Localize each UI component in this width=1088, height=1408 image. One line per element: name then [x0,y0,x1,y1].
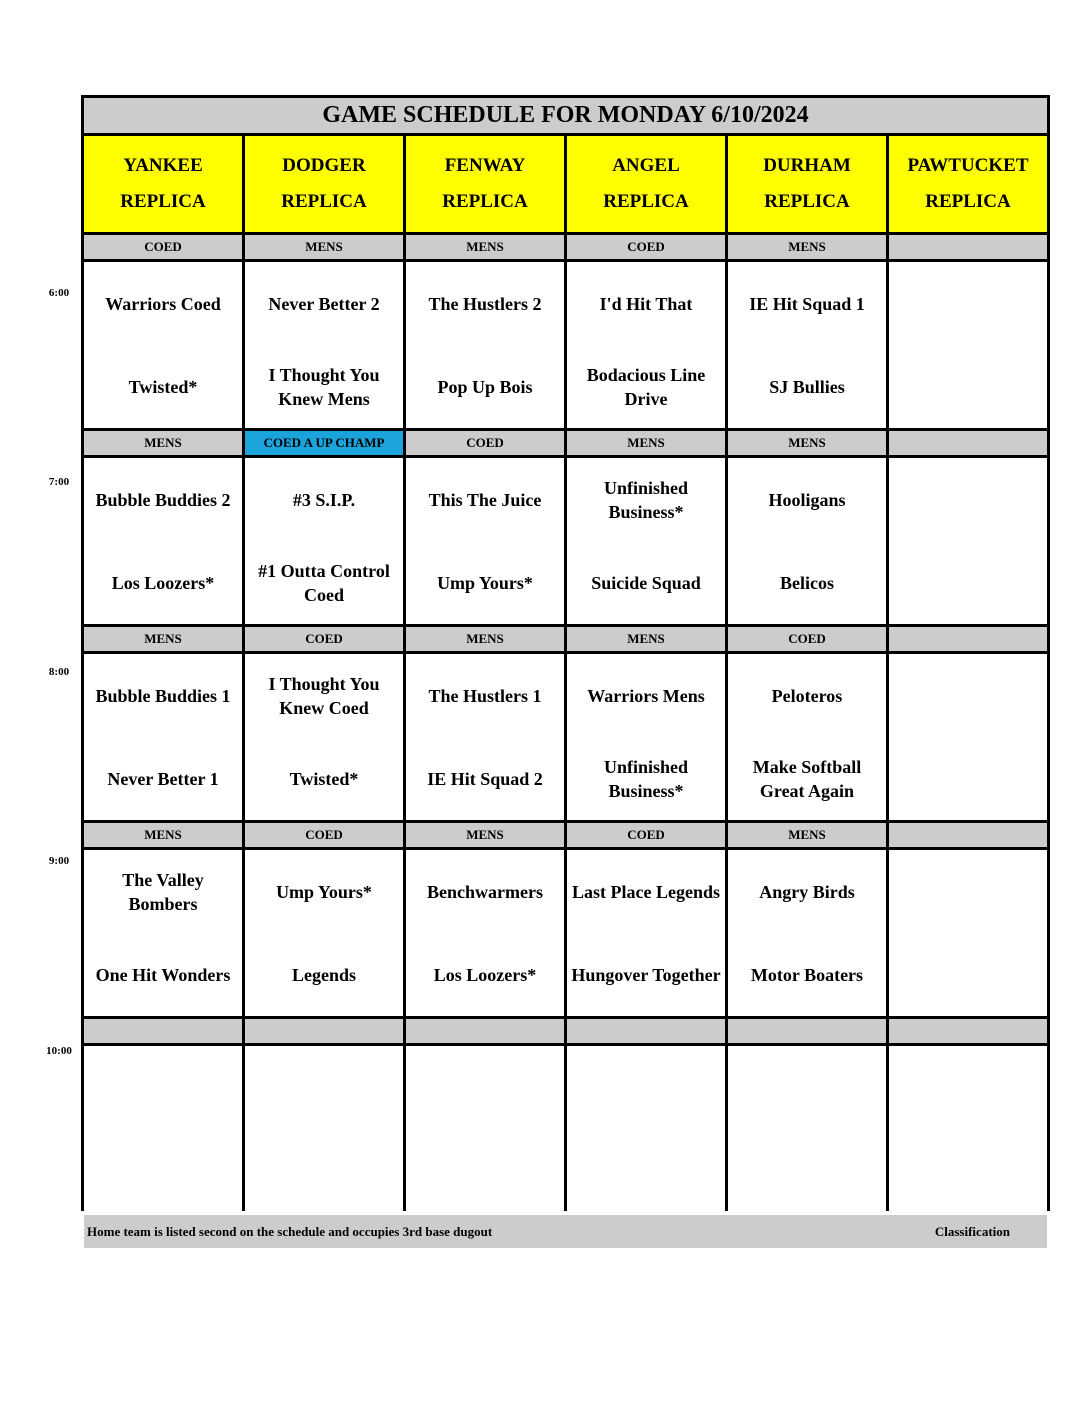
field-name: ANGEL [612,155,680,176]
classification-band: MENS [406,627,564,651]
home-team: #1 Outta Control Coed [258,560,390,605]
classification-band: MENS [84,431,242,455]
game-cell [245,1046,403,1212]
away-team: I Thought You Knew Coed [268,673,380,718]
game-cell [245,850,403,1016]
away-team: Benchwarmers [427,881,543,902]
classification-band: COED [728,627,886,651]
home-team: One Hit Wonders [95,964,231,985]
home-team-note: Home team is listed second on the schedule and occupies 3rd base dugout [87,1224,493,1239]
home-team: Hungover Together [571,964,721,985]
game-cell [84,262,242,428]
away-team: The Valley Bombers [122,869,204,914]
classification-band: MENS [728,235,886,259]
away-team: Never Better 2 [268,293,380,314]
home-team: Los Loozers* [111,572,215,593]
classification-band: MENS [728,431,886,455]
field-sub: REPLICA [281,191,367,212]
game-cell [567,262,725,428]
classification-band [889,627,1047,651]
classification-band [728,1019,886,1043]
classification-band: COED [406,431,564,455]
classification-band [889,1019,1047,1043]
classification-band: COED [567,823,725,847]
game-cell [728,1046,886,1212]
field-sub: REPLICA [764,191,850,212]
game-cell [889,262,1047,428]
away-team: Warriors Mens [587,685,705,706]
home-team: Legends [291,964,356,985]
game-cell [245,458,403,624]
classification-band [406,1019,564,1043]
field-name: DURHAM [763,155,851,176]
classification-band: MENS [406,235,564,259]
field-header-yankee [84,136,242,232]
footer-band [84,1215,1047,1248]
field-name: PAWTUCKET [907,155,1029,176]
home-team: I Thought You Knew Mens [268,364,380,409]
classification-band: MENS [567,431,725,455]
home-team: SJ Bullies [769,376,845,397]
field-name: FENWAY [444,155,526,176]
away-team: The Hustlers 2 [428,293,542,314]
classification-band: COED [245,823,403,847]
field-name: YANKEE [123,155,203,176]
home-team: Unfinished Business* [603,756,689,801]
away-team: The Hustlers 1 [428,685,542,706]
time-label: 6:00 [48,287,70,299]
game-cell [889,654,1047,820]
schedule-table [81,95,1050,1239]
classification-band: MENS [84,823,242,847]
time-label: 9:00 [48,855,70,867]
home-team: Belicos [780,572,834,593]
classification-band: COED [245,627,403,651]
game-cell [567,1046,725,1212]
game-cell [728,850,886,1016]
away-team: Bubble Buddies 1 [95,685,231,706]
field-header-angel [567,136,725,232]
game-cell [728,458,886,624]
away-team: IE Hit Squad 1 [749,293,865,314]
game-cell [406,1046,564,1212]
game-cell [567,654,725,820]
classification-band: MENS [84,627,242,651]
away-team: Peloteros [771,685,843,706]
home-team: IE Hit Squad 2 [427,768,543,789]
classification-band: MENS [567,627,725,651]
game-cell [84,654,242,820]
classification-band [889,823,1047,847]
home-team: Los Loozers* [433,964,537,985]
game-cell [889,850,1047,1016]
classification-band [245,1019,403,1043]
home-team: Suicide Squad [591,572,701,593]
away-team: Ump Yours* [276,881,372,902]
game-cell [728,262,886,428]
game-cell [84,850,242,1016]
game-cell [406,262,564,428]
classification-band-champ: COED A UP CHAMP [245,431,403,455]
classification-band [889,235,1047,259]
time-label: 10:00 [46,1045,72,1057]
field-header-durham [728,136,886,232]
game-cell [406,850,564,1016]
away-team: #3 S.I.P. [292,489,356,510]
away-team: Hooligans [768,489,846,510]
home-team: Motor Boaters [750,964,864,985]
time-label: 7:00 [48,476,70,488]
field-header-fenway [406,136,564,232]
classification-band [84,1019,242,1043]
field-sub: REPLICA [442,191,528,212]
away-team: Last Place Legends [572,881,720,902]
home-team: Never Better 1 [107,768,219,789]
classification-band [889,431,1047,455]
game-cell [84,1046,242,1212]
home-team: Bodacious Line Drive [586,364,706,409]
field-sub: REPLICA [925,191,1011,212]
classification-band: COED [567,235,725,259]
classification-band [567,1019,725,1043]
home-team: Make Softball Great Again [752,756,862,801]
away-team: This The Juice [428,489,542,510]
classification-band: MENS [406,823,564,847]
home-team: Ump Yours* [437,572,533,593]
game-cell [406,654,564,820]
field-sub: REPLICA [603,191,689,212]
time-label: 8:00 [48,666,70,678]
game-cell [84,458,242,624]
home-team: Twisted* [289,768,359,789]
classification-label: Classification [934,1224,1010,1239]
game-cell [245,262,403,428]
home-team: Pop Up Bois [437,376,533,397]
field-sub: REPLICA [120,191,206,212]
away-team: Warriors Coed [105,293,221,314]
game-cell [406,458,564,624]
game-cell [245,654,403,820]
game-cell [567,850,725,1016]
away-team: Angry Birds [759,881,855,902]
field-header-dodger [245,136,403,232]
game-cell [728,654,886,820]
classification-band: MENS [728,823,886,847]
away-team: Unfinished Business* [603,477,689,522]
away-team: Bubble Buddies 2 [95,489,231,510]
game-cell [889,1046,1047,1212]
game-cell [889,458,1047,624]
field-name: DODGER [282,155,366,176]
page-title: GAME SCHEDULE FOR MONDAY 6/10/2024 [84,98,1047,133]
away-team: I'd Hit That [599,293,693,314]
game-cell [567,458,725,624]
classification-band: COED [84,235,242,259]
home-team: Twisted* [128,376,198,397]
classification-band: MENS [245,235,403,259]
field-header-pawtucket [889,136,1047,232]
